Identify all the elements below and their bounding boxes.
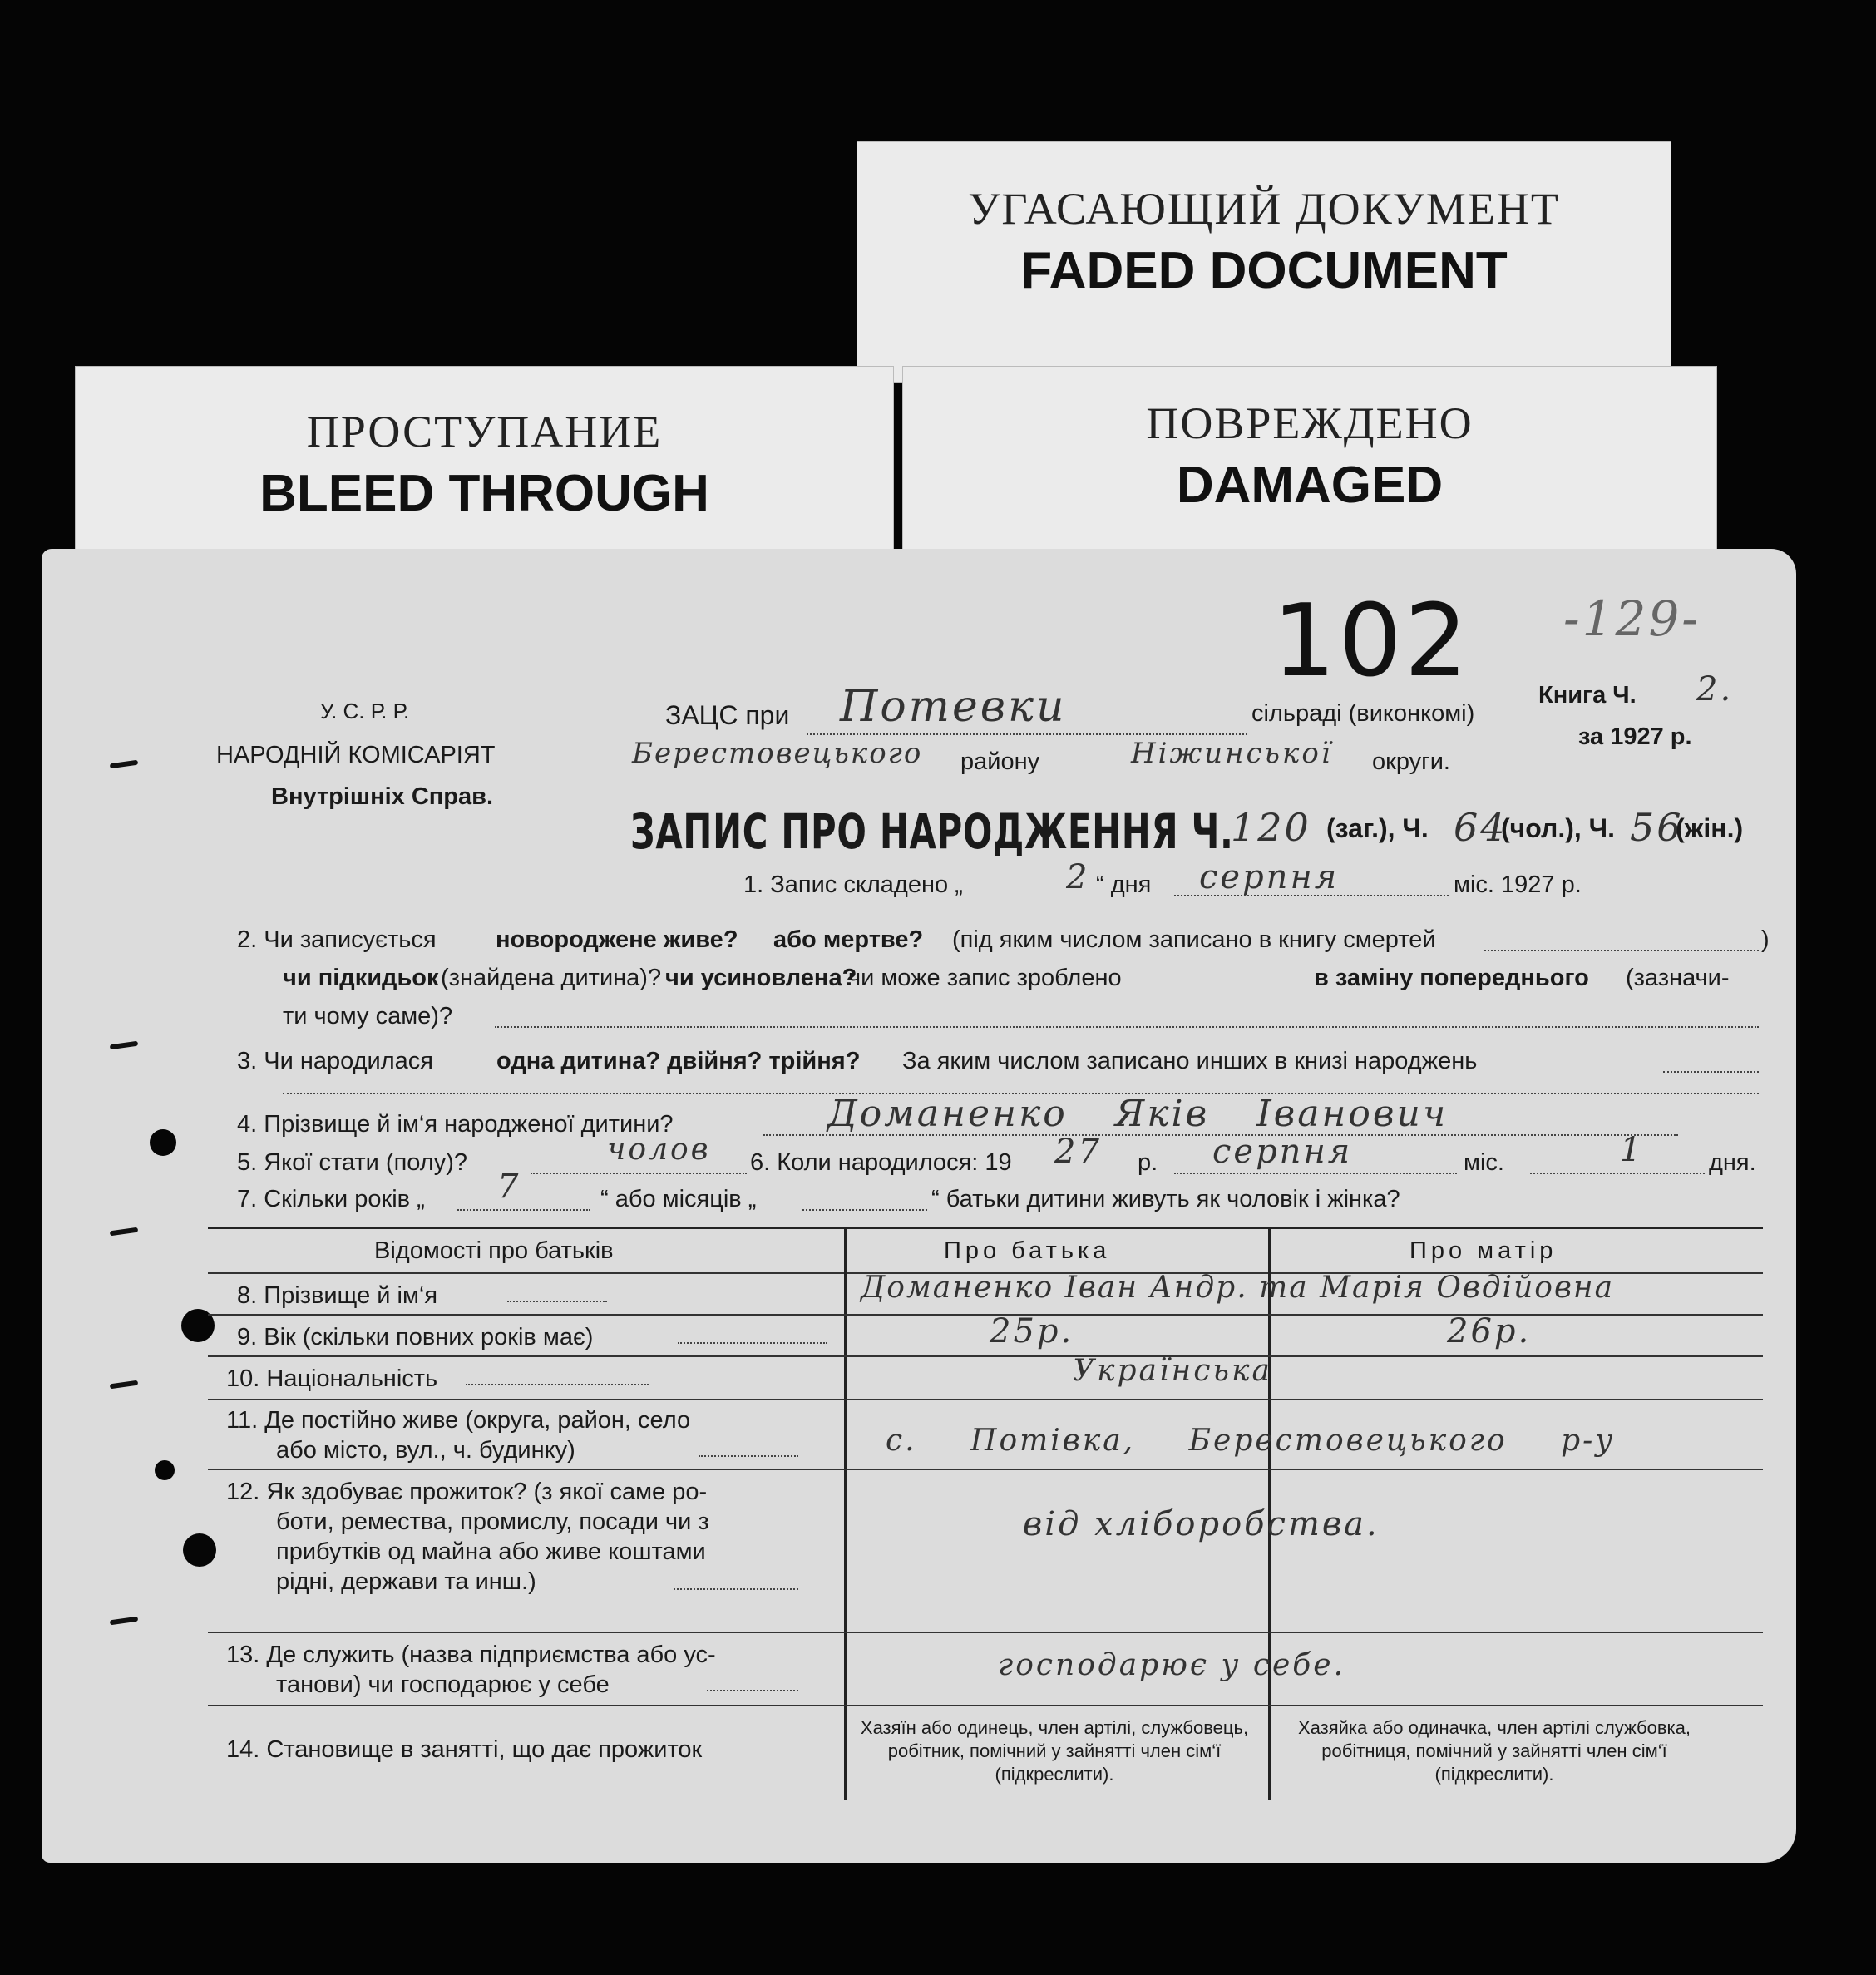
livelihood: від хліборобства. (1023, 1505, 1380, 1543)
q2-line1-e: ) (1761, 926, 1770, 953)
years-together: 7 (497, 1168, 521, 1206)
commissariat-label: НАРОДНІЙ КОМІСАРІЯТ (216, 742, 496, 768)
q6-label-d: дня. (1709, 1149, 1756, 1176)
nationality: Українська (1073, 1354, 1272, 1388)
birth-month-line (1174, 1173, 1457, 1174)
mother-occupation-note: Хазяйка або одиначка, член артілі службовка, робітниця, помічний у зайнятті член сім‘ї (підкреслити). (1297, 1717, 1691, 1785)
book-label: Книга Ч. (1538, 682, 1637, 709)
zags-village: Потевки (840, 682, 1067, 732)
q3-a: 3. Чи народилася (237, 1048, 433, 1074)
silradi-label: сільраді (виконкомі) (1251, 700, 1475, 727)
record-number: 102 (1272, 584, 1471, 699)
row-12-leader (674, 1588, 798, 1590)
q1-label-a: 1. Запис складено „ (743, 871, 963, 898)
archive-number: -129- (1563, 590, 1701, 647)
binder-hole (155, 1460, 175, 1480)
months-together-line (802, 1209, 927, 1211)
q2-death-line (1484, 950, 1759, 951)
q2-line3: ти чому саме)? (283, 1003, 453, 1029)
row-8-label: 8. Прізвище й ім‘я (237, 1282, 438, 1309)
okruha-name: Ніжинської (1131, 737, 1333, 770)
binder-mark (110, 1380, 139, 1390)
faded-label-en: FADED DOCUMENT (1020, 242, 1508, 299)
row-divider (208, 1399, 1763, 1400)
rayon-label: району (960, 748, 1040, 775)
q6-label-b: р. (1138, 1149, 1158, 1176)
total-label: (заг.), Ч. (1326, 813, 1429, 843)
q2-line2-a: чи підкидьок (283, 965, 439, 991)
row-divider (208, 1705, 1763, 1706)
row-12-label-3: прибутків од майна або живе коштами (276, 1538, 706, 1565)
binder-mark (110, 1227, 139, 1237)
row-8-leader (507, 1301, 607, 1302)
row-14-label: 14. Становище в занятті, що дає прожиток (226, 1736, 703, 1763)
binder-mark (110, 1617, 139, 1626)
q2-reason-line (495, 1026, 1759, 1028)
table-header-info: Відомості про батьків (374, 1237, 614, 1264)
bleed-label-en: BLEED THROUGH (259, 465, 709, 522)
q1-month: серпня (1199, 858, 1340, 896)
table-divider-1 (844, 1227, 847, 1800)
workplace: господарює у себе. (998, 1648, 1346, 1682)
binder-hole (183, 1533, 216, 1567)
damaged-label (902, 366, 1717, 557)
mother-age: 26р. (1447, 1312, 1532, 1350)
q3-line-1 (1663, 1071, 1759, 1073)
parents-names: Доманенко Іван Андр. та Марія Овдійовна (861, 1271, 1615, 1305)
row-12-label-1: 12. Як здобуває прожиток? (з якої саме ро- (226, 1479, 708, 1505)
row-divider (208, 1469, 1763, 1470)
q4-label: 4. Прізвище й ім‘я народженої дитини? (237, 1111, 674, 1138)
male-number: 64 (1454, 805, 1508, 850)
q6-label-a: 6. Коли народилося: 19 (750, 1149, 1012, 1176)
row-12-label-2: боти, ремества, промислу, посади чи з (276, 1508, 709, 1535)
female-label: (жін.) (1676, 813, 1744, 843)
birth-year: 27 (1054, 1133, 1102, 1171)
q3-c: За яким числом записано инших в книзі народжень (902, 1048, 1478, 1074)
row-13-label-2: танови) чи господарює у себе (276, 1671, 610, 1698)
male-label: (чол.), Ч. (1501, 813, 1616, 843)
q2-line1-c: або мертве? (773, 926, 924, 953)
row-10-leader (466, 1384, 649, 1385)
binder-mark (110, 1041, 139, 1050)
q7-label-b: “ або місяців „ (600, 1186, 757, 1212)
row-12-label-4: рідні, держави та инш.) (276, 1568, 536, 1595)
q2-line2-f: (зазначи- (1626, 965, 1730, 991)
row-11-label-1: 11. Де постійно живе (округа, район, село (226, 1407, 691, 1434)
row-13-leader (707, 1690, 798, 1691)
q6-label-c: міс. (1464, 1149, 1504, 1176)
total-number: 120 (1231, 805, 1311, 850)
bleed-through-label (75, 366, 894, 557)
child-sex-line (531, 1173, 747, 1174)
q1-label-c: міс. 1927 р. (1454, 871, 1582, 898)
q2-line2-b: (знайдена дитина)? (441, 965, 662, 991)
ussr-label: У. С. Р. Р. (320, 699, 410, 723)
birth-day-line (1530, 1173, 1705, 1174)
q7-label-c: “ батьки дитини живуть як чоловік і жінка? (931, 1186, 1400, 1212)
okruha-label: округи. (1372, 748, 1450, 775)
table-header-father: Про батька (944, 1237, 1111, 1264)
rayon-name: Берестовецького (632, 737, 923, 770)
q2-line1-a: 2. Чи записується (237, 926, 437, 953)
q7-label-a: 7. Скільки років „ (237, 1186, 425, 1212)
birth-day: 1 (1620, 1131, 1644, 1169)
q2-line1-b: новороджене живе? (496, 926, 738, 953)
row-11-label-2: або місто, вул., ч. будинку) (276, 1437, 575, 1464)
father-occupation-note: Хазяїн або одинець, член артілі, службовець, робітник, помічний у зайнятті член сім‘ї (підкреслити). (860, 1717, 1249, 1785)
q2-line2-c: чи усиновлена? (665, 965, 857, 991)
table-header-mother: Про матір (1409, 1237, 1558, 1264)
birth-record-form (42, 549, 1796, 1863)
book-number: 2. (1696, 670, 1734, 709)
zags-village-line (807, 733, 1247, 735)
binder-hole (150, 1129, 176, 1156)
row-9-leader (678, 1342, 827, 1344)
q2-line1-d: (під яким числом записано в книгу смертей (952, 926, 1436, 953)
row-9-label: 9. Вік (скільки повних років має) (237, 1324, 594, 1350)
child-name: Доманенко Яків Іванович (827, 1093, 1449, 1135)
form-title: ЗАПИС ПРО НАРОДЖЕННЯ Ч. (630, 803, 1234, 860)
female-number: 56 (1630, 805, 1684, 850)
q1-label-b: “ дня (1096, 871, 1152, 898)
binder-mark (110, 760, 139, 769)
row-10-label: 10. Національність (226, 1365, 438, 1392)
residence: с. Потівка, Берестовецького р-у (886, 1424, 1616, 1458)
row-13-label-1: 13. Де служить (назва підприємства або ус- (226, 1642, 716, 1668)
birth-month: серпня (1212, 1133, 1353, 1171)
faded-label-ru: УГАСАЮЩИЙ ДОКУМЕНТ (968, 184, 1560, 234)
q3-b: одна дитина? двійня? трійня? (496, 1048, 861, 1074)
row-divider (208, 1355, 1763, 1357)
q5-label: 5. Якої стати (полу)? (237, 1149, 467, 1176)
q1-day: 2 (1066, 858, 1090, 896)
q2-line2-d: чи може запис зроблено (848, 965, 1122, 991)
internal-affairs-label: Внутрішніх Справ. (271, 783, 494, 810)
zags-label: ЗАЦС при (665, 700, 790, 730)
bleed-label-ru: ПРОСТУПАНИЕ (306, 407, 663, 457)
q1-month-line (1174, 895, 1449, 896)
year-label: за 1927 р. (1578, 723, 1692, 750)
table-top-border (208, 1227, 1763, 1229)
years-together-line (457, 1209, 590, 1211)
father-age: 25р. (990, 1312, 1074, 1350)
faded-document-label (857, 141, 1671, 383)
q2-line2-e: в заміну попереднього (1314, 965, 1589, 991)
damaged-label-ru: ПОВРЕЖДЕНО (1146, 398, 1474, 448)
damaged-label-en: DAMAGED (1176, 457, 1444, 514)
row-divider (208, 1632, 1763, 1633)
child-sex: чолов (607, 1133, 711, 1167)
row-11-leader (699, 1455, 798, 1457)
